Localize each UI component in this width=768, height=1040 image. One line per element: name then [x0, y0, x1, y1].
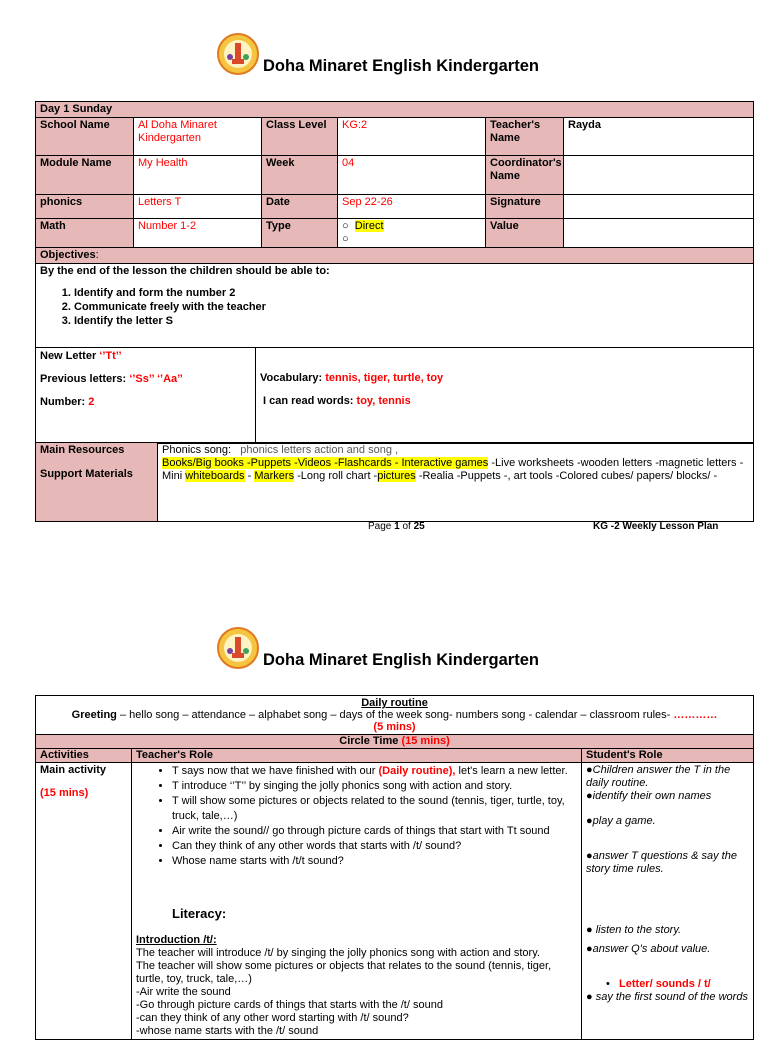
radio-bullet-icon: ○ — [342, 233, 349, 245]
page-number: Page 1 of 25 — [368, 521, 425, 532]
resources-labels — [36, 443, 158, 522]
school-name-value: Al Doha Minaret Kindergarten — [134, 118, 262, 156]
teacher-name-value: Rayda — [564, 118, 754, 156]
document-title: Doha Minaret English Kindergarten — [263, 651, 539, 669]
main-resources-label: Main Resources — [40, 444, 125, 456]
previous-letters-row: Previous letters: ‘’Ss’’ ‘’Aa’’ — [40, 373, 183, 385]
student-step: ●play a game. — [586, 815, 656, 827]
coordinator-value — [564, 156, 754, 195]
resources-body — [158, 443, 754, 522]
week-label: Week — [262, 156, 338, 195]
type-label: Type — [262, 219, 338, 248]
student-step: ● say the first sound of the words — [586, 991, 748, 1003]
objectives-body — [36, 264, 754, 348]
teacher-role-list — [132, 764, 577, 869]
math-value: Number 1-2 — [134, 219, 262, 248]
number-value: 2 — [88, 396, 95, 408]
date-label: Date — [262, 195, 338, 219]
main-activity-duration: (15 mins) — [40, 787, 89, 799]
new-letter-row: New Letter ‘’Tt’’ — [40, 350, 122, 362]
circle-time-header: Circle Time (15 mins) — [36, 735, 754, 749]
literacy-title: Literacy: — [172, 906, 227, 921]
teacher-step: • Whose name starts with /t/t sound? — [172, 854, 577, 869]
support-materials-label: Support Materials — [40, 468, 133, 480]
signature-label: Signature — [486, 195, 564, 219]
module-name-label: Module Name — [36, 156, 134, 195]
col-teacher-role: Teacher's Role — [132, 749, 582, 763]
main-activity-cell — [36, 763, 132, 1040]
objectives-list — [40, 286, 749, 328]
student-step: ●identify their own names — [586, 790, 712, 802]
student-step: ●Children answer the T in the daily routine. — [586, 764, 731, 789]
class-level-value: KG:2 — [338, 118, 486, 156]
vocabulary-row: Vocabulary: tennis, tiger, turtle, toy — [260, 372, 444, 384]
lesson-info-table — [35, 101, 754, 348]
module-name-value: My Health — [134, 156, 262, 195]
class-level-label: Class Level — [262, 118, 338, 156]
teacher-step: • T says now that we have finished with our (Daily routine), let's learn a new letter. — [172, 764, 577, 779]
read-words-value: toy, tennis — [356, 395, 411, 407]
math-label: Math — [36, 219, 134, 248]
student-step: ●answer Q's about value. — [586, 943, 711, 955]
student-role-cell — [582, 763, 754, 1040]
teacher-step: • Air write the sound// go through picture cards of things that start with Tt sound — [172, 824, 577, 839]
type-options — [338, 219, 486, 248]
letters-left-cell — [36, 348, 256, 444]
value-field — [564, 219, 754, 248]
date-value: Sep 22-26 — [338, 195, 486, 219]
student-letter-sound: • Letter/ sounds / t/ — [606, 978, 711, 990]
letters-right-cell — [256, 348, 754, 444]
greeting-line: Greeting – hello song – attendance – alphabet song – days of the week song- numbers song - calendar – classroom rules- ………… — [71, 709, 718, 721]
phonics-song-value: phonics letters action and song , — [240, 444, 399, 456]
introduction-title: Introduction /t/: — [136, 934, 217, 946]
day-label: Day 1 Sunday — [36, 102, 754, 118]
main-activity-label: Main activity — [40, 764, 107, 776]
new-letter-value: ‘’Tt’’ — [99, 350, 122, 362]
col-student-role: Student's Role — [582, 749, 754, 763]
objective-item: 2. Communicate freely with the teacher — [74, 300, 749, 314]
objectives-intro: By the end of the lesson the children should be able to: — [40, 265, 330, 277]
footer-plan-label: KG -2 Weekly Lesson Plan — [593, 521, 719, 532]
objective-item: 3. Identify the letter S — [74, 314, 749, 328]
phonics-label: phonics — [36, 195, 134, 219]
resources-list: Books/Big books -Puppets -Videos -Flashcards - Interactive games -Live worksheets -wooden letters -magnetic letters -Mini whiteboards - Markers -Long roll chart -pictures -Realia -Puppets -, art tools -Colored cubes/ papers/ blocks/ - — [162, 457, 744, 482]
school-name-label: School Name — [36, 118, 134, 156]
student-step: ●answer T questions & say the story time rules. — [586, 850, 737, 875]
teacher-step: • Can they think of any other words that starts with /t/ sound? — [172, 839, 577, 854]
radio-bullet-icon: ○ — [342, 220, 349, 232]
teacher-role-cell — [132, 763, 582, 1040]
letters-table — [35, 347, 754, 444]
introduction-body: The teacher will introduce /t/ by singing the jolly phonics song with action and story. The teacher will show some pictures or objects that relates to the sound (tennis, tiger, turtle, toy, truck, tale,…) -Air write the sound -Go through picture cards of things that starts with the /t/ sound -can they think of any other word starting with /t/ sound? -whose name starts with the /t/ sound — [136, 947, 552, 1037]
objective-item: 1. Identify and form the number 2 — [74, 286, 749, 300]
document-title: Doha Minaret English Kindergarten — [263, 57, 539, 75]
read-words-row: I can read words: toy, tennis — [263, 395, 411, 407]
signature-value — [564, 195, 754, 219]
student-step: ● listen to the story. — [586, 924, 682, 936]
week-value: 04 — [338, 156, 486, 195]
number-row: Number: 2 — [40, 396, 95, 408]
coordinator-label: Coordinator's Name — [486, 156, 564, 195]
phonics-value: Letters T — [134, 195, 262, 219]
objectives-label: Objectives — [40, 249, 96, 261]
phonics-song-row: Phonics song: phonics letters action and song , — [162, 444, 399, 456]
daily-routine-cell — [36, 696, 754, 735]
resources-table — [35, 442, 754, 522]
vocabulary-value: tennis, tiger, turtle, toy — [325, 372, 444, 384]
kindergarten-logo — [217, 627, 259, 669]
teacher-name-label: Teacher's Name — [486, 118, 564, 156]
daily-routine-duration: (5 mins) — [373, 721, 416, 733]
col-activities: Activities — [36, 749, 132, 763]
teacher-step: • T will show some pictures or objects related to the sound (tennis, tiger, turtle, toy, truck, tale,…) — [172, 794, 577, 824]
kindergarten-logo — [217, 33, 259, 75]
daily-routine-title: Daily routine — [361, 697, 428, 709]
previous-letters-value: ‘’Ss’’ ‘’Aa’’ — [129, 373, 183, 385]
objectives-header: Objectives: — [36, 248, 754, 264]
type-option-direct: Direct — [354, 220, 384, 232]
value-label: Value — [486, 219, 564, 248]
teacher-step: • T introduce ‘’T’’ by singing the jolly phonics song with action and story. — [172, 779, 577, 794]
daily-plan-table — [35, 695, 754, 1040]
